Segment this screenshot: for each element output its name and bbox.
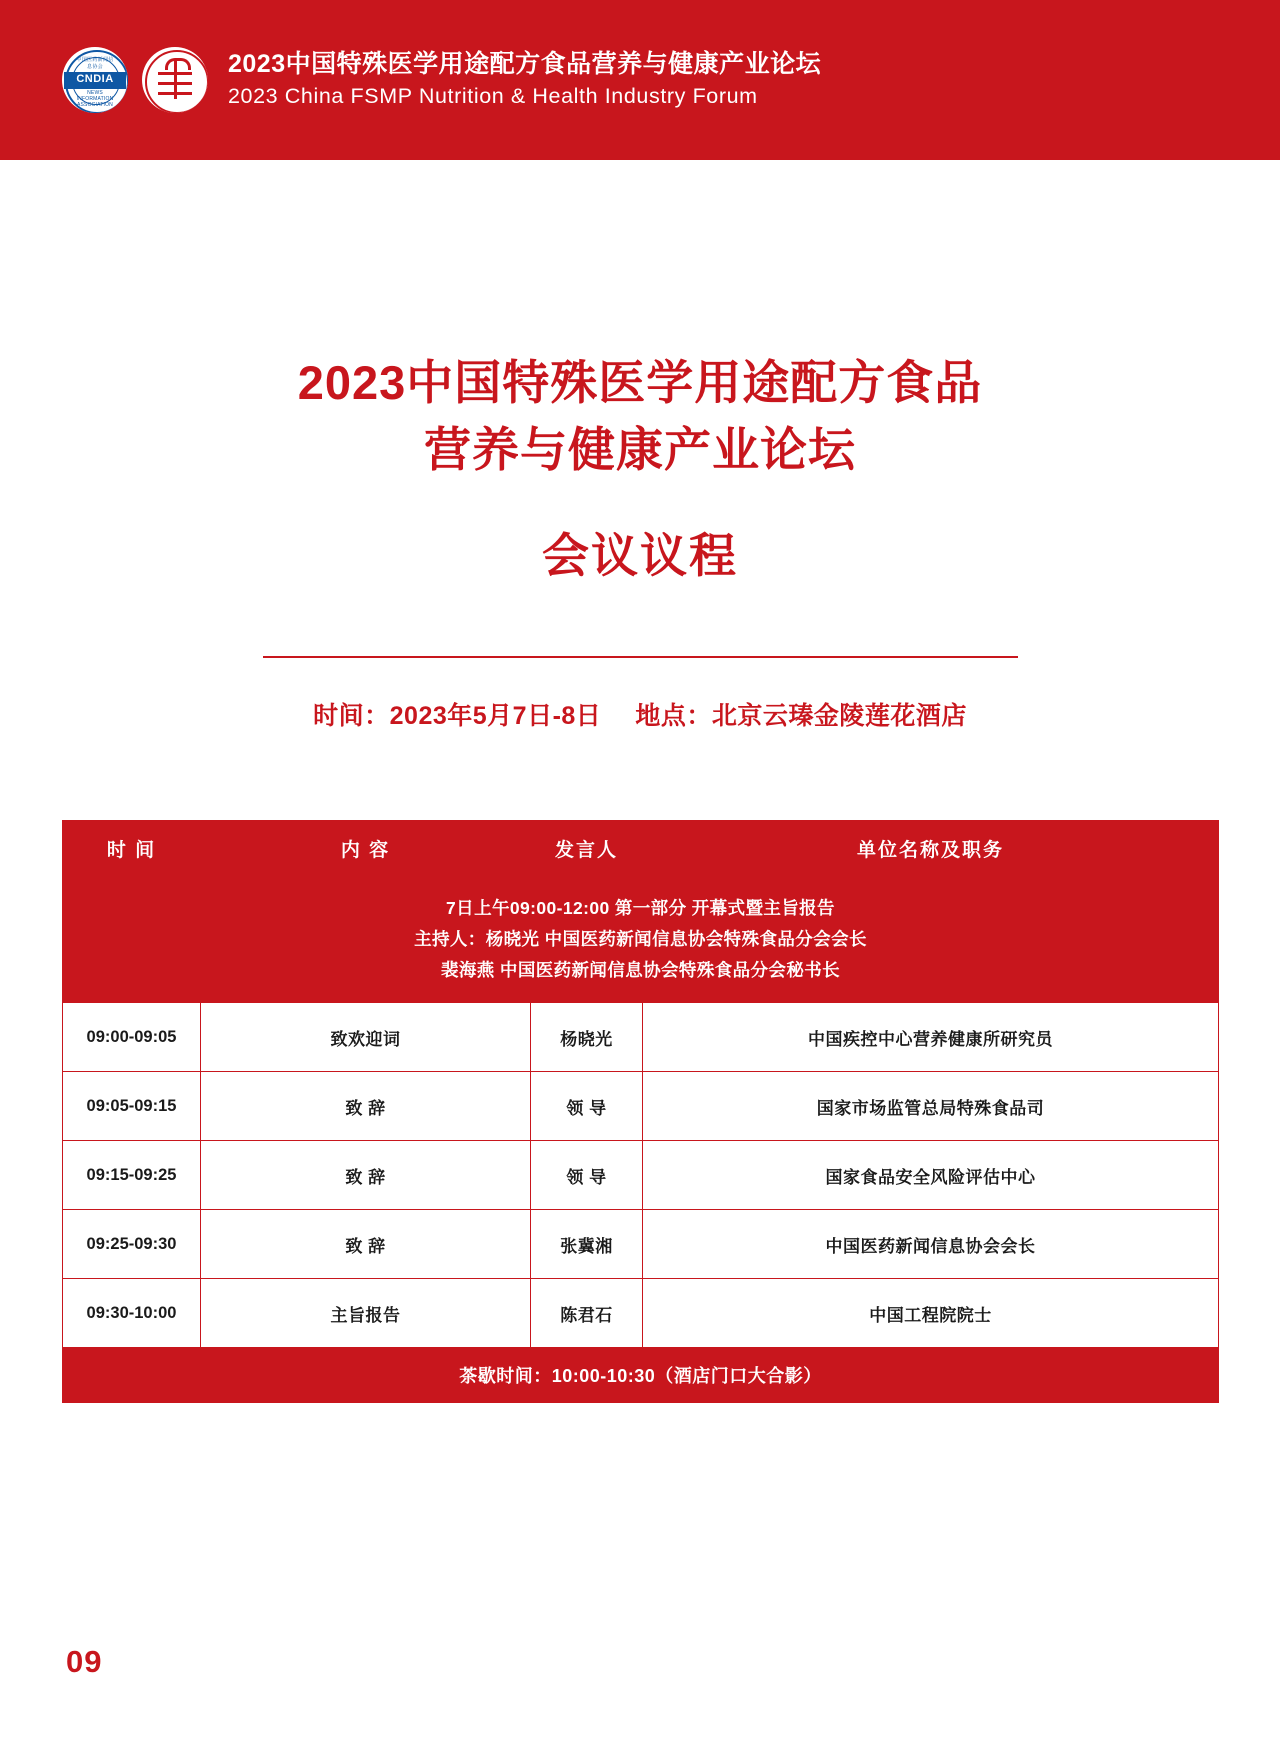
cell-content: 主旨报告 — [201, 1279, 531, 1348]
column-header-content: 内 容 — [201, 821, 531, 876]
logo-group — [62, 47, 208, 113]
cell-speaker: 陈君石 — [531, 1279, 643, 1348]
cndia-logo-top-text: 中国医药新闻信息协会 — [76, 57, 114, 70]
cell-org: 中国疾控中心营养健康所研究员 — [643, 1003, 1219, 1072]
event-time-label: 时间： — [313, 702, 390, 731]
tea-break-cell: 茶歇时间：10:00-10:30（酒店门口大合影） — [63, 1348, 1219, 1403]
cell-org: 国家市场监管总局特殊食品司 — [643, 1072, 1219, 1141]
event-place-label: 地点： — [635, 702, 712, 731]
session-title: 7日上午09:00-12:00 第一部分 开幕式暨主旨报告 — [446, 898, 835, 919]
table-row — [63, 1141, 1219, 1210]
title-divider — [263, 656, 1018, 658]
cell-content: 致 辞 — [201, 1141, 531, 1210]
session-header-row — [63, 876, 1219, 1003]
page-title-line1: 2023中国特殊医学用途配方食品 — [297, 356, 983, 409]
table-row — [63, 1072, 1219, 1141]
cell-speaker: 杨晓光 — [531, 1003, 643, 1072]
cell-content: 致欢迎词 — [201, 1003, 531, 1072]
table-row — [63, 1279, 1219, 1348]
event-place-value: 北京云瑧金陵莲花酒店 — [711, 702, 967, 731]
cndia-logo-bottom-text: CHINA MEDICAL NEWS INFORMATION ASSOCIATION — [74, 84, 116, 108]
table-row — [63, 1003, 1219, 1072]
cndia-logo-label: CNDIA — [76, 73, 114, 85]
cell-time: 09:30-10:00 — [63, 1279, 201, 1348]
session-host-line2: 裴海燕 中国医药新闻信息协会特殊食品分会秘书长 — [440, 959, 841, 980]
cell-org: 中国工程院院士 — [643, 1279, 1219, 1348]
cell-time: 09:15-09:25 — [63, 1141, 201, 1210]
cell-org: 国家食品安全风险评估中心 — [643, 1141, 1219, 1210]
tea-break-row — [63, 1348, 1219, 1403]
page-number: 09 — [66, 1644, 103, 1679]
association-emblem-icon — [142, 47, 208, 113]
page-subtitle: 会议议程 — [542, 529, 738, 583]
event-time-value: 2023年5月7日-8日 — [389, 702, 602, 731]
cell-speaker: 领 导 — [531, 1141, 643, 1210]
page-title-line2: 营养与健康产业论坛 — [424, 422, 856, 476]
table-header-row — [63, 821, 1219, 876]
cell-content: 致 辞 — [201, 1072, 531, 1141]
banner-titles — [228, 49, 821, 110]
session-host-line1: 主持人：杨晓光 中国医药新闻信息协会特殊食品分会会长 — [414, 929, 867, 950]
cell-speaker: 张冀湘 — [531, 1210, 643, 1279]
cell-content: 致 辞 — [201, 1210, 531, 1279]
cell-org: 中国医药新闻信息协会会长 — [643, 1210, 1219, 1279]
banner-title-cn: 2023中国特殊医学用途配方食品营养与健康产业论坛 — [228, 50, 822, 79]
cell-time: 09:00-09:05 — [63, 1003, 201, 1072]
column-header-org: 单位名称及职务 — [643, 821, 1219, 876]
event-meta — [62, 696, 1218, 732]
cell-speaker: 领 导 — [531, 1072, 643, 1141]
banner-title-en: 2023 China FSMP Nutrition & Health Industry Forum — [228, 83, 758, 108]
column-header-time: 时 间 — [63, 821, 201, 876]
column-header-speaker: 发言人 — [531, 821, 643, 876]
session-header-cell — [63, 876, 1219, 1003]
cell-time: 09:05-09:15 — [63, 1072, 201, 1141]
table-row — [63, 1210, 1219, 1279]
page-title — [62, 350, 1218, 483]
page-header-banner — [0, 0, 1280, 160]
page-content — [0, 350, 1280, 1403]
agenda-table — [62, 820, 1219, 1403]
cndia-logo-icon — [62, 47, 128, 113]
cell-time: 09:25-09:30 — [63, 1210, 201, 1279]
